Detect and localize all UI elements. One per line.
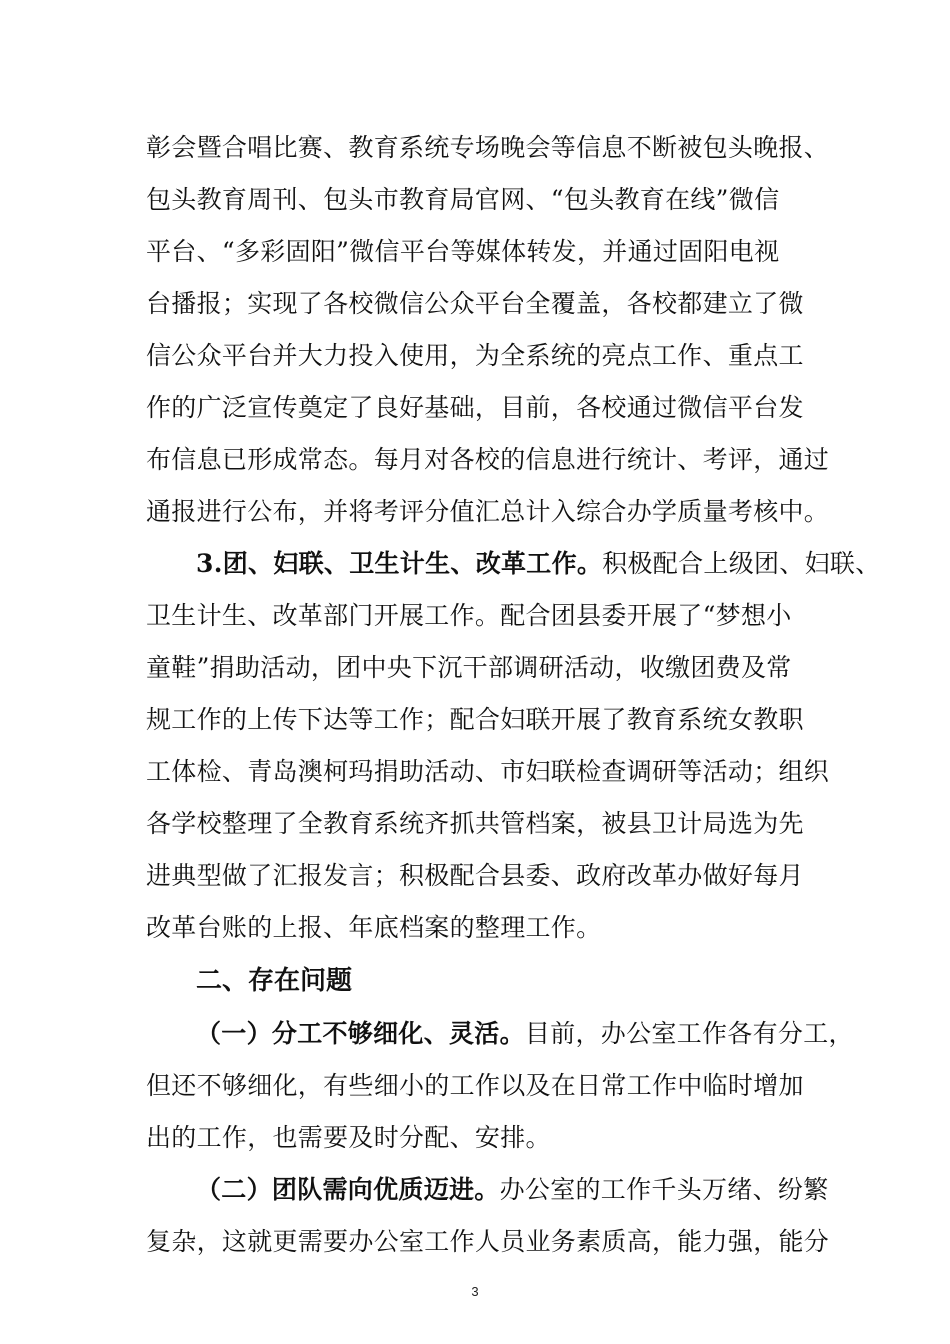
problem-2-first-line-text: 办公室的工作千头万绪、纷繁 [499,1175,829,1204]
body-line: 工体检、青岛澳柯玛捐助活动、市妇联检查调研等活动；组织 [146,757,830,786]
body-line: 卫生计生、改革部门开展工作。配合团县委开展了“梦想小 [146,601,792,630]
body-line: 通报进行公布，并将考评分值汇总计入综合办学质量考核中。 [146,497,830,526]
body-line: 进典型做了汇报发言；积极配合县委、政府改革办做好每月 [146,861,804,890]
section-heading: 二、存在问题 [196,966,353,996]
problem-2-first-line [196,1175,829,1205]
body-line: 改革台账的上报、年底档案的整理工作。 [146,913,602,942]
body-line: 平台、“多彩固阳”微信平台等媒体转发，并通过固阳电视 [146,237,780,266]
problem-1-first-line-text: 目前，办公室工作各有分工， [524,1019,854,1048]
problem-1-title: （一）分工不够细化、灵活。 [196,1019,525,1048]
page-number: 3 [471,1284,479,1299]
body-line: 布信息已形成常态。每月对各校的信息进行统计、考评，通过 [146,445,830,474]
body-line: 出的工作，也需要及时分配、安排。 [146,1123,551,1152]
body-line: 彰会暨合唱比赛、教育系统专场晚会等信息不断被包头晚报、 [146,133,830,162]
body-line: 童鞋”捐助活动，团中央下沉干部调研活动，收缴团费及常 [146,653,792,682]
section-3-first-line [196,549,881,579]
body-line: 台播报；实现了各校微信公众平台全覆盖，各校都建立了微 [146,289,804,318]
body-line: 各学校整理了全教育系统齐抓共管档案，被县卫计局选为先 [146,809,804,838]
section-3-first-line-text: 积极配合上级团、妇联、 [602,549,881,578]
body-line: 包头教育周刊、包头市教育局官网、“包头教育在线”微信 [146,185,780,214]
section-3-title: 3.团、妇联、卫生计生、改革工作。 [196,549,603,578]
body-line: 但还不够细化，有些细小的工作以及在日常工作中临时增加 [146,1071,804,1100]
body-line: 作的广泛宣传奠定了良好基础，目前，各校通过微信平台发 [146,393,804,422]
body-line: 规工作的上传下达等工作；配合妇联开展了教育系统女教职 [146,705,804,734]
body-line: 信公众平台并大力投入使用，为全系统的亮点工作、重点工 [146,341,804,370]
body-line: 复杂，这就更需要办公室工作人员业务素质高，能力强，能分 [146,1227,830,1256]
problem-2-title: （二）团队需向优质迈进。 [196,1175,500,1204]
problem-1-first-line [196,1019,854,1049]
